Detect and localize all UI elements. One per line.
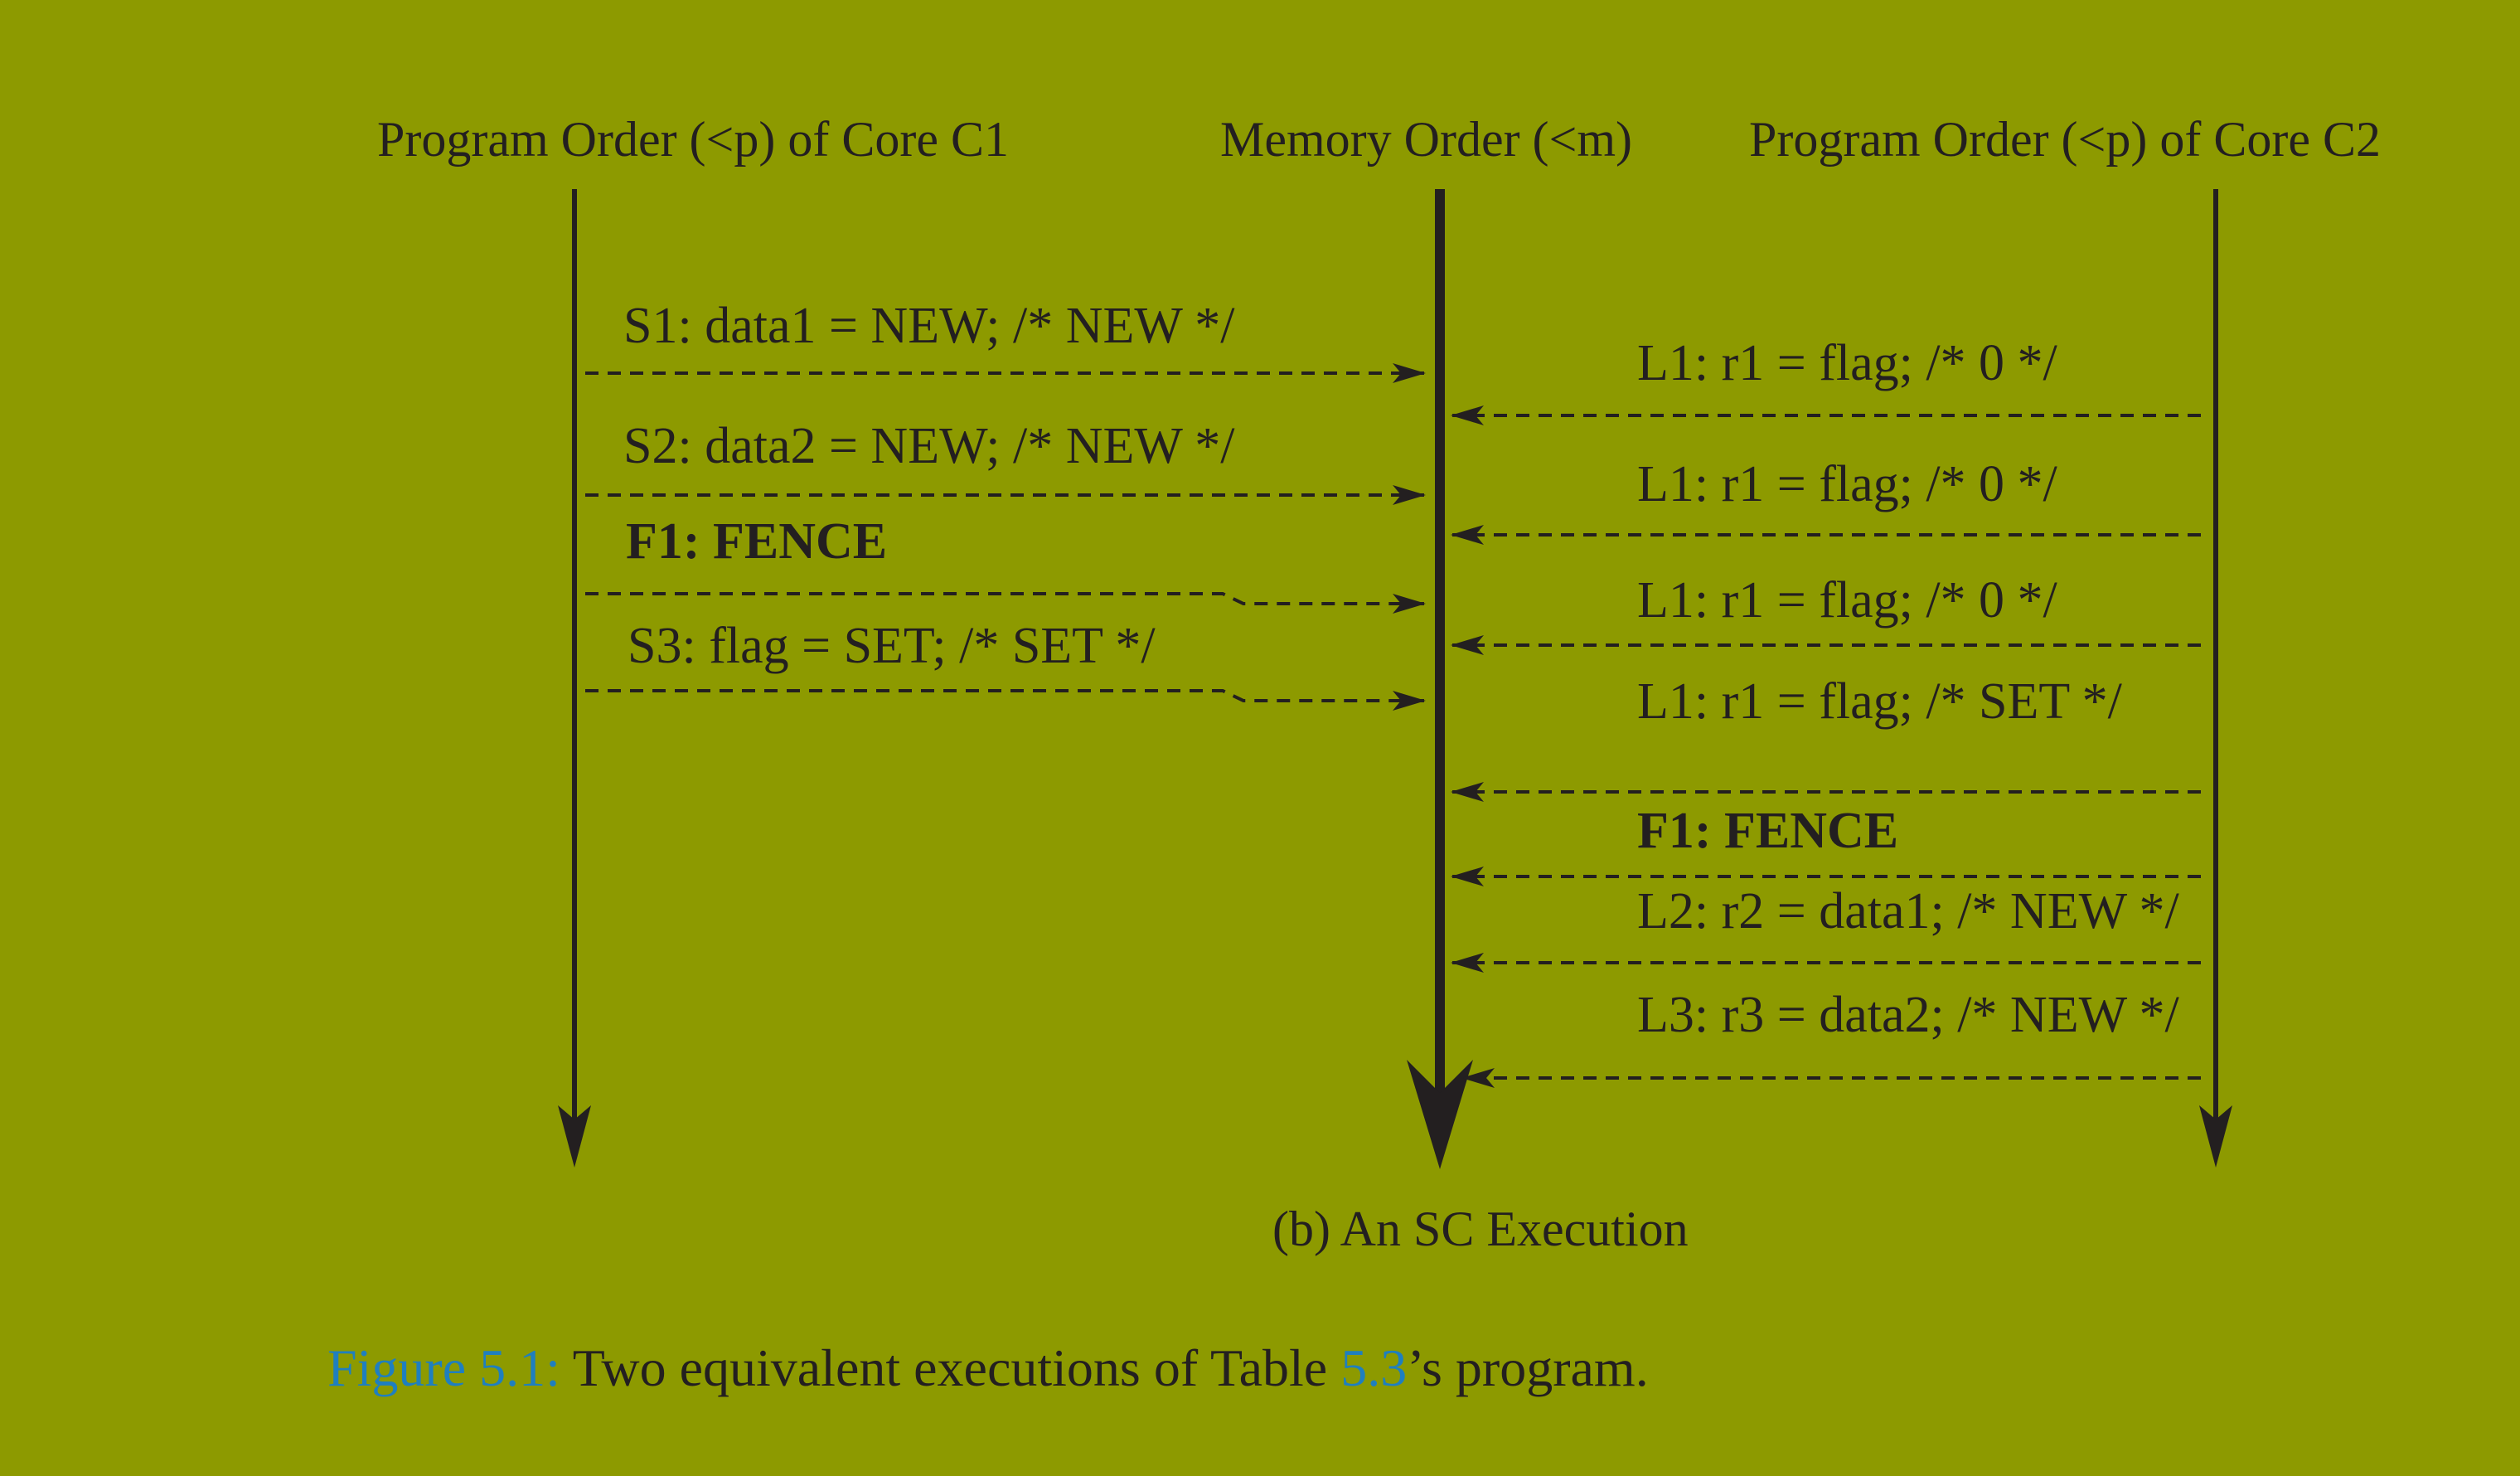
- table-reference-link[interactable]: 5.3: [1340, 1338, 1408, 1397]
- c2-op-label-l1b: L1: r1 = flag; /* 0 */: [1637, 456, 2057, 512]
- c1-op-label-s1: S1: data1 = NEW; /* NEW */: [623, 298, 1235, 354]
- c1-op-label-s3: S3: flag = SET; /* SET */: [628, 618, 1156, 674]
- core2-header: Program Order (<p) of Core C2: [1749, 112, 2381, 167]
- figure-reference-link[interactable]: Figure 5.1:: [327, 1338, 560, 1397]
- caption-text-end: ’s program.: [1407, 1338, 1649, 1397]
- c1-op-arrow: [585, 594, 1424, 604]
- subfigure-caption: (b) An SC Execution: [1272, 1202, 1689, 1256]
- core1-header: Program Order (<p) of Core C1: [377, 112, 1009, 167]
- c1-op-label-fence: F1: FENCE: [626, 513, 888, 570]
- core2-timeline: [2199, 189, 2232, 1168]
- caption-text: Two equivalent executions of Table: [560, 1338, 1341, 1397]
- c2-op-label-l1c: L1: r1 = flag; /* 0 */: [1637, 572, 2057, 629]
- memory-order-header: Memory Order (<m): [1220, 112, 1633, 167]
- c1-op-arrow: [585, 691, 1424, 701]
- core1-timeline: [558, 189, 591, 1168]
- c2-op-label-l2: L2: r2 = data1; /* NEW */: [1637, 883, 2179, 939]
- c2-op-label-fence: F1: FENCE: [1637, 803, 1899, 859]
- figure-caption: [327, 1338, 1649, 1397]
- c2-op-label-l1d: L1: r1 = flag; /* SET */: [1637, 673, 2122, 730]
- c1-op-label-s2: S2: data2 = NEW; /* NEW */: [623, 418, 1235, 474]
- c2-op-label-l1a: L1: r1 = flag; /* 0 */: [1637, 335, 2057, 391]
- c2-op-label-l3: L3: r3 = data2; /* NEW */: [1637, 987, 2179, 1043]
- memory-order-timeline: [1407, 189, 1473, 1169]
